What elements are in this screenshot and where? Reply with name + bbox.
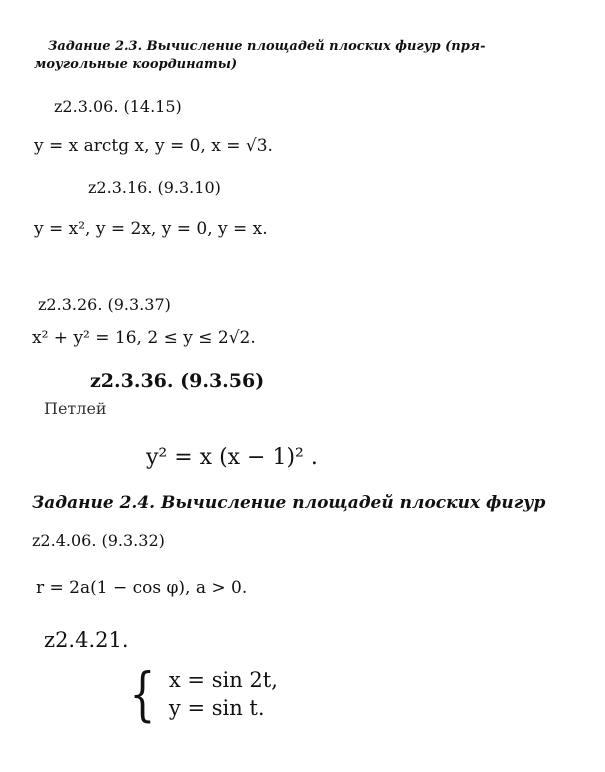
problem-text: Петлей (44, 399, 107, 418)
system-equation: y = sin t. (168, 696, 265, 720)
problem-code: z2.3.36. (9.3.56) (90, 370, 265, 392)
problem-formula: x² + y² = 16, 2 ≤ y ≤ 2√2. (32, 328, 256, 348)
task-2-3-title-continuation: моугольные координаты) (34, 57, 238, 72)
equation-system (124, 660, 278, 728)
problem-code: z2.3.16. (9.3.10) (88, 178, 221, 197)
left-brace-icon: { (129, 660, 156, 728)
task-2-4-title: Задание 2.4. Вычисление площадей плоских фигур (32, 493, 546, 513)
problem-code: z2.4.06. (9.3.32) (32, 531, 165, 550)
problem-formula: y = x², y = 2x, y = 0, y = x. (34, 219, 268, 239)
problem-code: z2.3.26. (9.3.37) (38, 295, 171, 314)
problem-code: z2.3.06. (14.15) (54, 97, 182, 116)
problem-formula: y² = x (x − 1)² . (146, 445, 318, 470)
problem-formula: y = x arctg x, y = 0, x = √3. (34, 136, 273, 156)
problem-code: z2.4.21. (44, 628, 129, 652)
problem-formula: r = 2a(1 − cos φ), a > 0. (36, 578, 248, 598)
task-2-3-title: Задание 2.3. Вычисление площадей плоских фигур (пря- (48, 39, 486, 54)
system-equation: x = sin 2t, (168, 668, 278, 692)
